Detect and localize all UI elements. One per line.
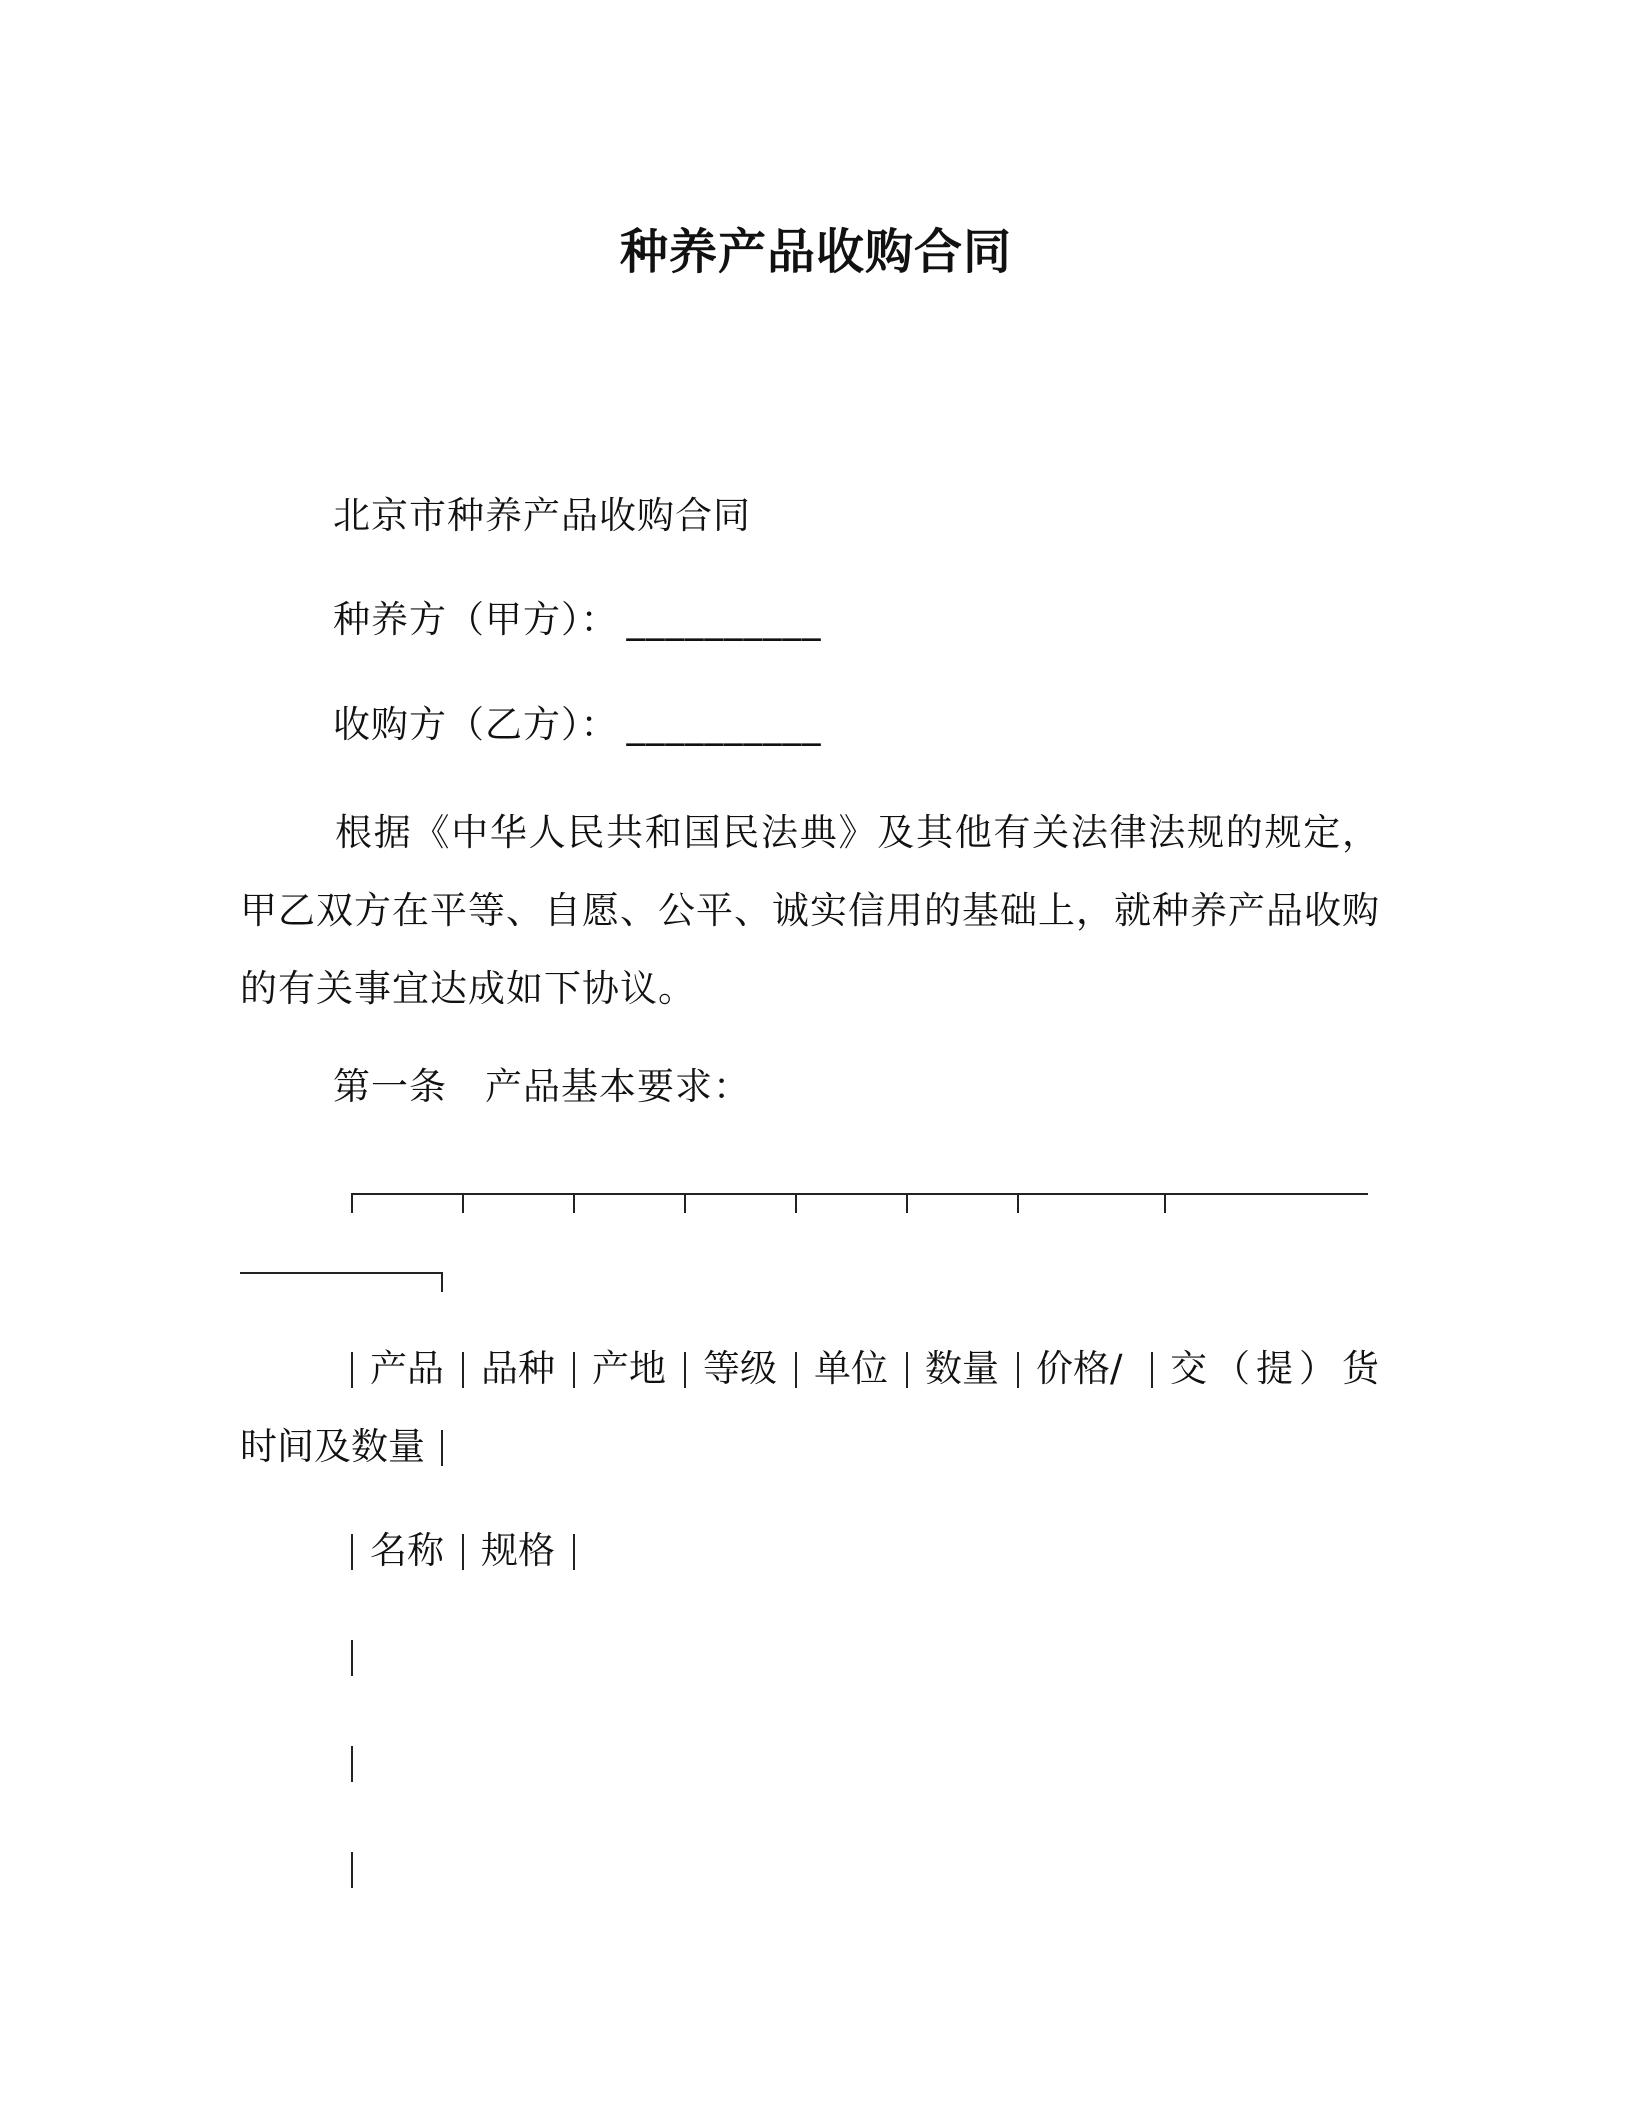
table-row <box>0 1846 1632 1892</box>
table-header-cell: 价格/ <box>1036 1347 1123 1390</box>
table-header-cell: 产品 <box>370 1347 444 1390</box>
table-row <box>0 1740 1632 1786</box>
table-header-cell: 交（提）货 <box>1170 1347 1385 1390</box>
table-header-cell: 产地 <box>592 1347 666 1390</box>
table-header-cell: 单位 <box>814 1347 888 1390</box>
table-header-row-1-wrap <box>0 1424 1632 1470</box>
table-row <box>0 1634 1632 1680</box>
table-header-cell: 数量 <box>925 1347 999 1390</box>
party-b-line <box>333 702 822 748</box>
contract-subtitle: 北京市种养产品收购合同 <box>333 494 751 537</box>
preamble-paragraph: 根据《中华人民共和国民法典》及其他有关法律法规的规定，甲乙双方在平等、自愿、公平、诚实信用的基础上，就种养产品收购的有关事宜达成如下协议。 <box>240 811 1380 1010</box>
table-header-cell: 时间及数量 <box>240 1425 425 1468</box>
document-title: 种养产品收购合同 <box>619 224 1012 280</box>
article-1-heading: 第一条 产品基本要求： <box>333 1065 751 1108</box>
table-header-cell: 等级 <box>703 1347 777 1390</box>
party-a-line <box>333 597 822 643</box>
party-b-label: 收购方（乙方）： <box>333 703 619 746</box>
table-header-cell: 名称 <box>370 1529 444 1572</box>
party-a-label: 种养方（甲方）： <box>333 598 619 641</box>
party-b-blank[interactable]: __________ <box>626 703 822 746</box>
table-header-row-1 <box>0 1346 1632 1392</box>
table-header-cell: 规格 <box>481 1529 555 1572</box>
party-a-blank[interactable]: __________ <box>626 598 822 641</box>
table-header-cell: 品种 <box>481 1347 555 1390</box>
table-header-row-2 <box>0 1528 1632 1574</box>
